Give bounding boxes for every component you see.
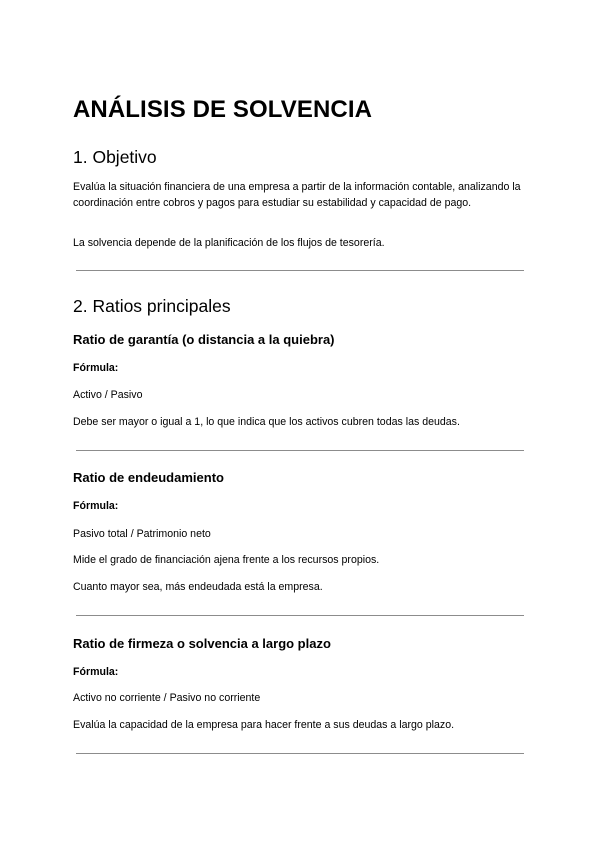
formula-text-firmeza: Activo no corriente / Pasivo no corriente — [73, 692, 261, 704]
objetivo-paragraph-1: Evalúa la situación financiera de una empresa a partir de la información contable, analizando la coordinación entre cobros y pagos para estudiar su estabilidad y capacidad de pago. — [73, 181, 521, 209]
objetivo-paragraph-2: La solvencia depende de la planificación de los flujos de tesorería. — [73, 237, 385, 249]
section-heading-ratios: 2. Ratios principales — [73, 296, 231, 316]
formula-text-endeudamiento: Pasivo total / Patrimonio neto — [73, 528, 211, 540]
ratio-divider — [76, 615, 524, 616]
ratio-divider — [76, 450, 524, 451]
ratio-note-firmeza: Evalúa la capacidad de la empresa para hacer frente a sus deudas a largo plazo. — [73, 719, 455, 731]
formula-label: Fórmula: — [73, 666, 119, 678]
formula-label: Fórmula: — [73, 362, 119, 374]
ratio-title-endeudamiento: Ratio de endeudamiento — [73, 470, 224, 485]
ratio-title-garantia: Ratio de garantía (o distancia a la quiebra) — [73, 332, 335, 347]
ratio-title-firmeza: Ratio de firmeza o solvencia a largo plazo — [73, 636, 331, 651]
formula-text-garantia: Activo / Pasivo — [73, 389, 143, 401]
section-heading-objetivo: 1. Objetivo — [73, 147, 157, 167]
section-divider — [76, 270, 524, 271]
ratio-note-garantia: Debe ser mayor o igual a 1, lo que indica que los activos cubren todas las deudas. — [73, 416, 460, 428]
document-title: ANÁLISIS DE SOLVENCIA — [73, 96, 373, 123]
formula-label: Fórmula: — [73, 500, 119, 512]
ratio-note-endeudamiento-2: Cuanto mayor sea, más endeudada está la empresa. — [73, 581, 323, 593]
ratio-note-endeudamiento-1: Mide el grado de financiación ajena frente a los recursos propios. — [73, 554, 380, 566]
ratio-divider — [76, 753, 524, 754]
